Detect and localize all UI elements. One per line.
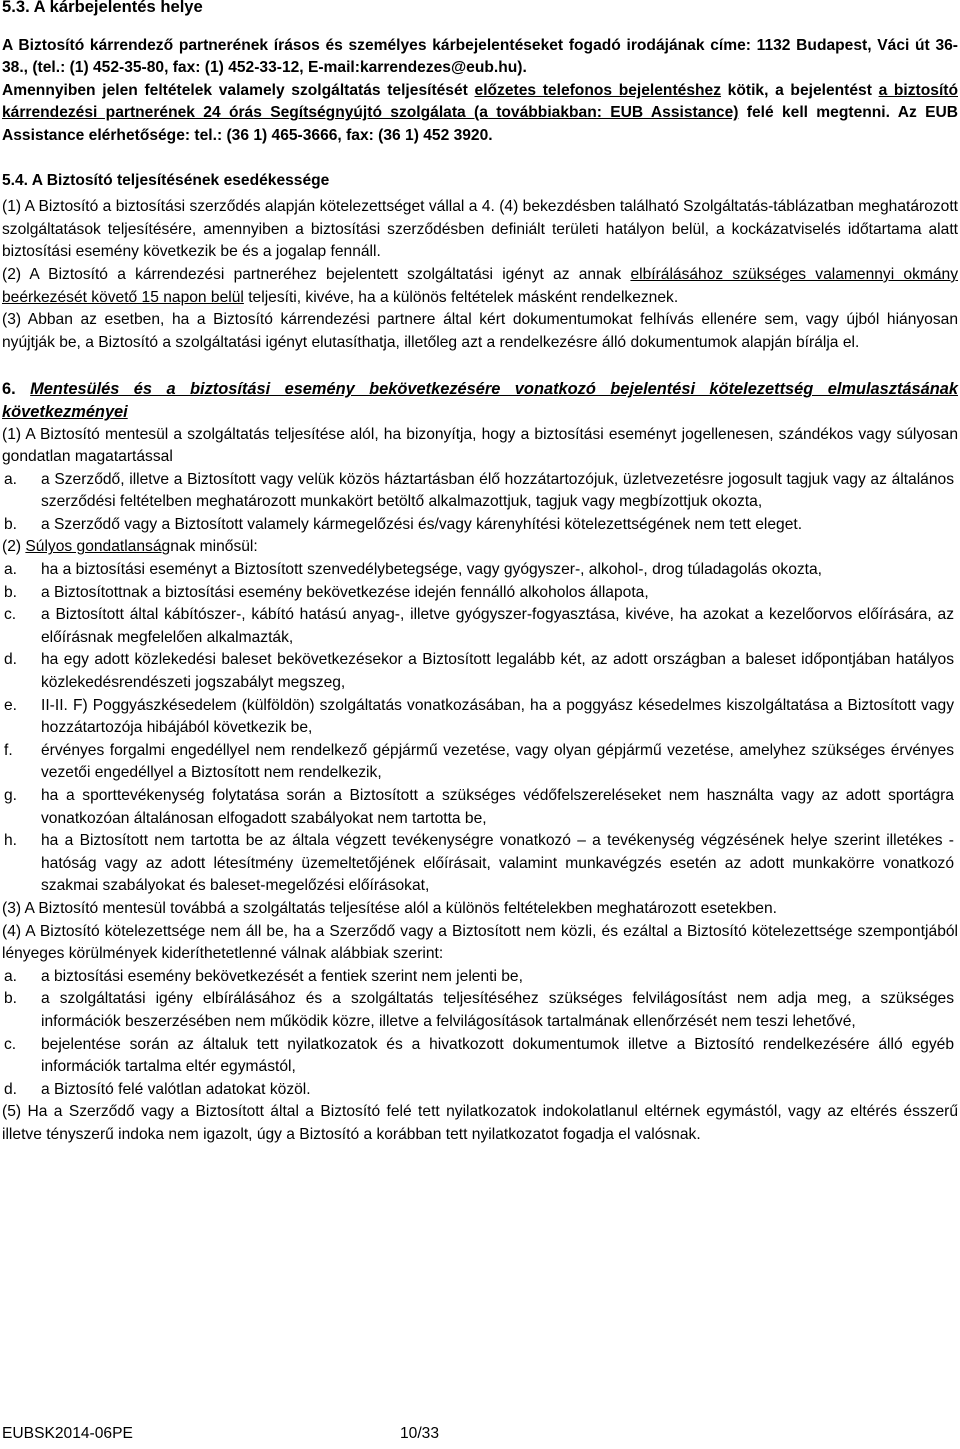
list-item xyxy=(2,1079,958,1102)
list-item-text: ha a biztosítási eseményt a Biztosított szenvedélybetegsége, vagy gyógyszer-, alkohol-, drog túladagolás okozta, xyxy=(41,561,822,579)
list-item-text: ha a Biztosított nem tartotta be az általa végzett tevékenységre vonatkozó – a tevékenység végzésének helye szerint illetékes - hatóság vagy az adott létesítmény üzemeltetőjének előírásait, valamint munkavégzés esetén az adott munkakörre vonatkozó szakmai szabályokat és baleset-megelőzési előírásokat, xyxy=(41,832,954,895)
list-item-text: a Biztosító felé valótlan adatokat közöl. xyxy=(41,1080,311,1098)
list-6-2 xyxy=(2,559,958,898)
section-heading-5-4: 5.4. A Biztosító teljesítésének esedékessége xyxy=(2,171,330,189)
list-item xyxy=(2,740,958,785)
list-item-text: a Biztosítottnak a biztosítási esemény bekövetkezése idején fennálló alkoholos állapota, xyxy=(41,583,649,601)
list-item-text: ha a sporttevékenység folytatása során a Biztosított a szükséges védőfelszereléseket nem használta vagy az adott sportágra vonatkozóan általánosan elfogadott szabályokat nem tartotta be, xyxy=(41,787,954,827)
list-item xyxy=(2,695,958,740)
paragraph-5-4-3: (3) Abban az esetben, ha a Biztosító kárrendezési partnere által kért dokumentumokat felhívás ellenére sem, vagy újból hiányosan nyújtják be, a Biztosító a szolgáltatási igényt elutasíthatja, illetőleg azt a rendelkezésre álló dokumentumok alapján bírálja el. xyxy=(2,311,958,351)
list-item-label: g. xyxy=(4,787,18,804)
list-item-label: b. xyxy=(4,515,18,533)
list-item xyxy=(2,559,958,582)
list-item-label: d. xyxy=(4,1080,18,1098)
list-item-text: érvényes forgalmi engedéllyel nem rendelkező gépjármű vezetése, vagy olyan gépjármű vezetése, amelyhez szükséges érvényes vezetői engedéllyel a Biztosított nem rendelkezik, xyxy=(41,741,954,782)
list-item xyxy=(2,649,958,694)
phone-notification-paragraph: Amennyiben jelen feltételek valamely szolgáltatás teljesítését előzetes telefonos bejelentéshez kötik, a bejelentést a biztosító kárrendezési partnerének 24 órás Segítségnyújtó szolgálata (a továbbiakban: EUB Assistance) felé kell megtenni. Az EUB Assistance elérhetősége: tel.: (36 1) 465-3666, fax: (36 1) 452 3920. xyxy=(2,81,959,144)
list-item-label: a. xyxy=(4,561,18,579)
list-item-label: b. xyxy=(4,990,18,1008)
page-number: 10/33 xyxy=(400,1425,440,1442)
paragraph-6-1: (1) A Biztosító mentesül a szolgáltatás teljesítése alól, ha bizonyítja, hogy a biztosítási eseményt jogellenesen, szándékos vagy súlyosan gondatlan magatartással xyxy=(2,425,958,466)
list-item xyxy=(2,582,958,605)
paragraph-6-4: (4) A Biztosító kötelezettsége nem áll be, ha a Szerződő vagy a Biztosított nem közli, és ezáltal a Biztosító kötelezettsége szempontjából lényeges körülmények kideríthetetlenné válnak alábbiak szerint: xyxy=(2,922,958,963)
list-item-text: a szolgáltatási igény elbírálásához és a szolgáltatás teljesítéséhez szükséges felvilágosítást nem adja meg, a szükséges információk beszerzésében nem működik közre, illetve a felvilágosítások tartalmának ellenőrzését nem teszi lehetővé, xyxy=(41,990,954,1030)
list-item xyxy=(2,1034,958,1079)
list-item-label: f. xyxy=(4,741,13,759)
list-item-label: b. xyxy=(4,583,18,601)
list-item-text: II-II. F) Poggyászkésedelem (külföldön) szolgáltatás vonatkozásában, ha a poggyász késedelmes kiszolgáltatása a Biztosított vagy hozzátartozója hibájából következik be, xyxy=(41,696,954,737)
list-item xyxy=(2,785,958,830)
list-item-label: c. xyxy=(4,606,17,624)
list-item-label: a. xyxy=(4,470,18,488)
claims-office-address: A Biztosító kárrendező partnerének írásos és személyes kárbejelentéseket fogadó irodájának címe: 1132 Budapest, Váci út 36-38., (tel.: (1) 452-35-80, fax: (1) 452-33-12, E-mail:karrendezes@eub.hu). xyxy=(2,36,958,77)
list-6-4 xyxy=(2,966,958,1102)
paragraph-6-2: (2) Súlyos gondatlanságnak minősül: xyxy=(2,538,258,556)
list-item-text: a biztosítási esemény bekövetkezését a fentiek szerint nem jelenti be, xyxy=(41,967,523,985)
list-item-label: e. xyxy=(4,696,18,714)
list-item-text: bejelentése során az általuk tett nyilatkozatok és a hivatkozott dokumentumok illetve a Biztosító rendelkezésére álló egyéb információk tartalma eltér egymástól, xyxy=(41,1035,954,1076)
paragraph-6-5: (5) Ha a Szerződő vagy a Biztosított által a Biztosító felé tett nyilatkozatok indokolatlanul eltérnek egymástól, vagy az eltérés ésszerű illetve tényszerű indoka nem igazolt, úgy a Biztosító a korábban tett nyilatkozatot fogadja el valósnak. xyxy=(2,1103,958,1143)
list-item xyxy=(2,966,958,989)
list-item-label: c. xyxy=(4,1035,17,1053)
list-item xyxy=(2,514,958,537)
list-6-1 xyxy=(2,469,958,537)
section-heading-5-3: 5.3. A kárbejelentés helye xyxy=(2,0,203,16)
page-footer xyxy=(2,1423,942,1447)
paragraph-5-4-1: (1) A Biztosító a biztosítási szerződés alapján kötelezettséget vállal a 4. (4) bekezdésben található Szolgáltatás-táblázatban meghatározott szolgáltatások teljesítésére, amennyiben a biztosítási szerződésben definiált területi hatályon belül, a kockázatviselés időtartama alatt biztosítási esemény következik be és a jogalap fennáll. xyxy=(2,198,958,261)
list-item-text: ha egy adott közlekedési baleset bekövetkezésekor a Biztosított legalább két, az adott országban a baleset időpontjában hatályos közlekedésrendészeti jogszabályt megszeg, xyxy=(41,651,954,692)
list-item xyxy=(2,604,958,649)
list-item xyxy=(2,988,958,1033)
document-code: EUBSK2014-06PE xyxy=(2,1425,133,1442)
list-item-text: a Szerződő vagy a Biztosított valamely kármegelőzési és/vagy kárenyhítési kötelezettségének nem tett eleget. xyxy=(41,515,803,533)
list-item-label: d. xyxy=(4,651,18,669)
list-item xyxy=(2,830,958,898)
list-item xyxy=(2,469,958,514)
paragraph-5-4-2: (2) A Biztosító a kárrendezési partneréhez bejelentett szolgáltatási igényt az annak elbírálásához szükséges valamennyi okmány beérkezését követő 15 napon belül teljesíti, kivéve, ha a különös feltételek másként rendelkeznek. xyxy=(2,265,958,306)
list-item-text: a Biztosított által kábítószer-, kábító hatású anyag-, illetve gyógyszer-fogyasztása, kivéve, ha azokat a kezelőorvos előírására, az előírásnak megfelelően alkalmazták, xyxy=(41,606,954,646)
section-heading-6: 6. Mentesülés és a biztosítási esemény bekövetkezésére vonatkozó bejelentési kötelezettség elmulasztásának következményei xyxy=(2,380,958,421)
paragraph-6-3: (3) A Biztosító mentesül továbbá a szolgáltatás teljesítése alól a különös feltételekben meghatározott esetekben. xyxy=(2,899,777,917)
list-item-label: a. xyxy=(4,967,18,985)
list-item-label: h. xyxy=(4,832,18,850)
list-item-text: a Szerződő, illetve a Biztosított vagy velük közös háztartásban élő hozzátartozójuk, üzletvezetésre jogosult tagjuk vagy az általános szerződési feltételben meghatározott munkakört betöltő alkalmazottjuk, tagjuk vagy megbízottjuk okozta, xyxy=(41,470,954,511)
